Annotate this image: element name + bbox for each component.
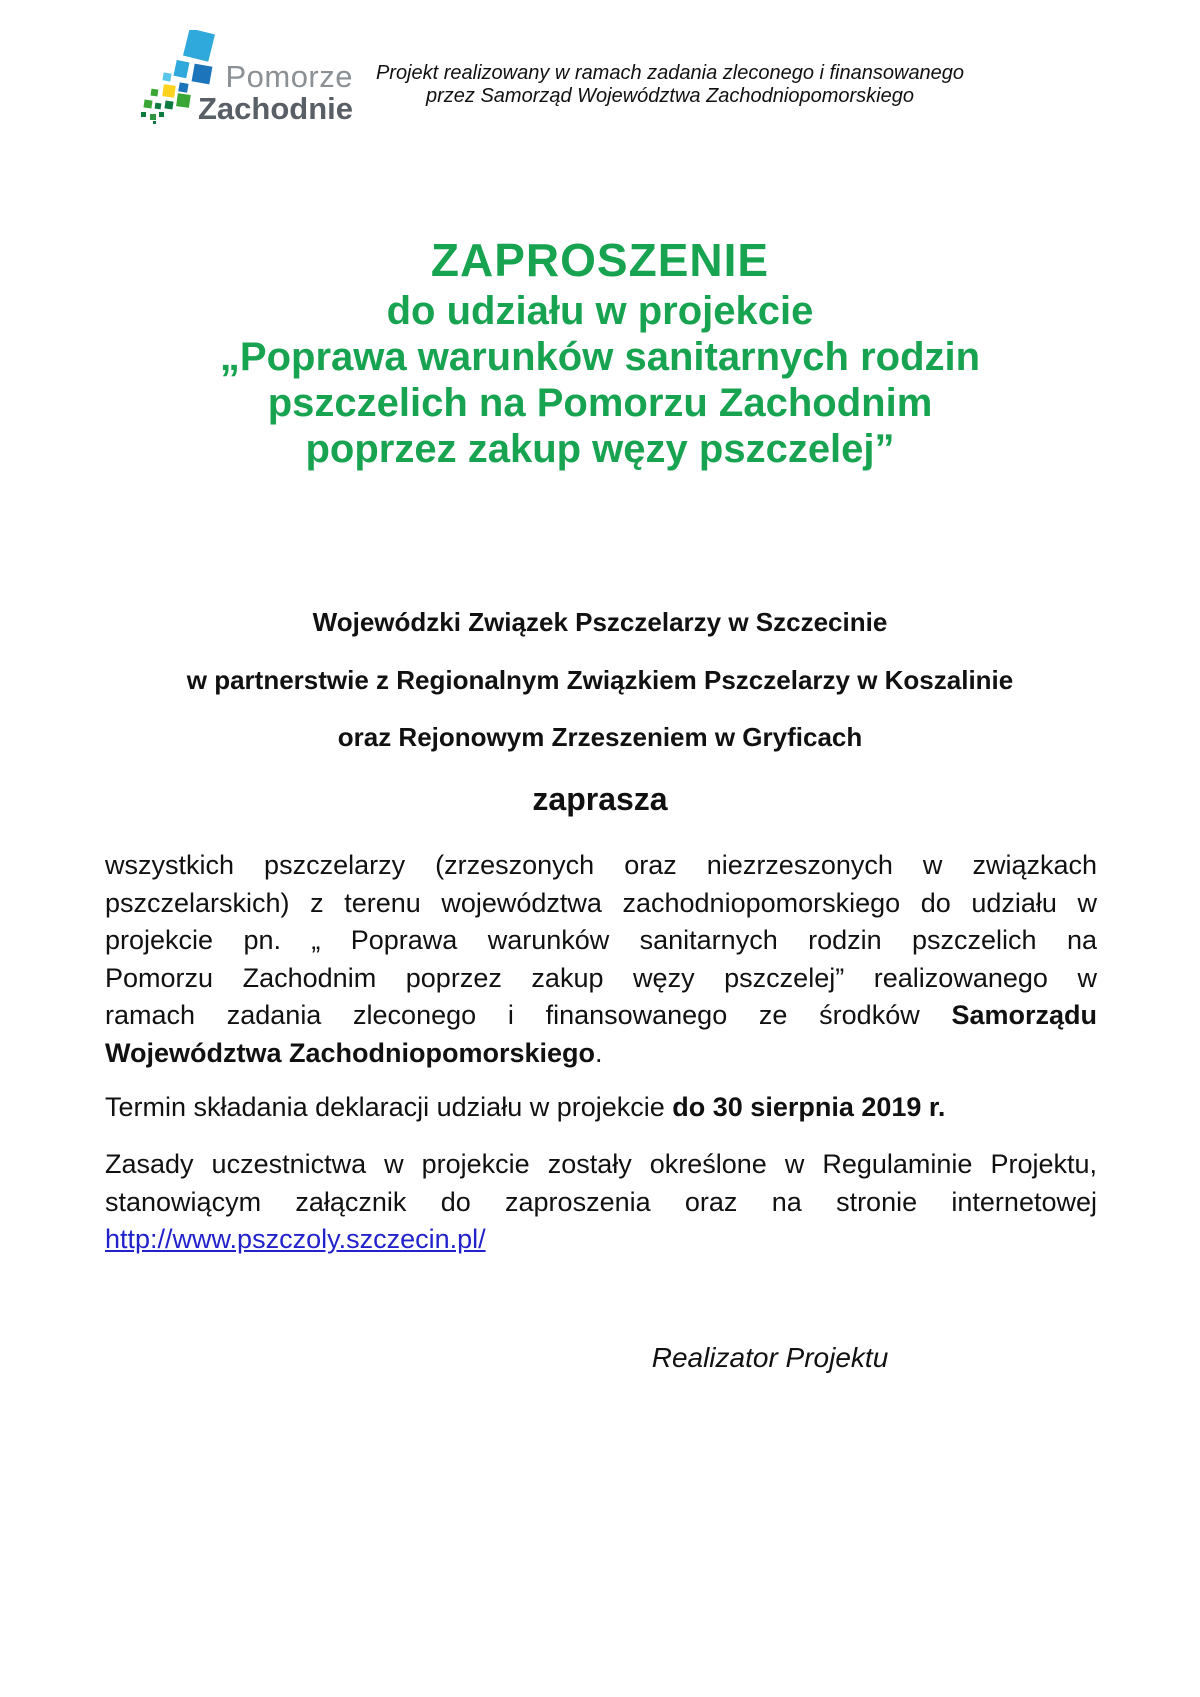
project-name-line2: pszczelich na Pomorzu Zachodnim [267,381,933,425]
project-name-line1: „Poprawa warunków sanitarnych rodzin [219,335,981,379]
paragraph1-line6: Województwa Zachodniopomorskiego. [105,1037,603,1068]
logo [140,28,355,126]
logo-text [198,61,353,124]
rules-line2: stanowiącym załącznik do zaproszenia oraz na stronie internetowej [105,1186,1097,1217]
signature: Realizator Projektu [651,1342,889,1373]
deadline-line: Termin składania deklaracji udziału w projekcie do 30 sierpnia 2019 r. [105,1092,946,1122]
paragraph1-line5: ramach zadania zleconego i finansowanego ze środków Samorządu [105,1000,1097,1030]
title-subheading: do udziału w projekcie [386,289,814,333]
paragraph1-line4: Pomorzu Zachodnim poprzez zakup węzy pszczelej” realizowanego w [105,962,1097,993]
paragraph1-line1: wszystkich pszczelarzy (zrzeszonych oraz niezrzeszonych w związkach [105,850,1097,880]
rules-line1: Zasady uczestnictwa w projekcie zostały określone w Regulaminie Projektu, [105,1149,1097,1179]
website-line [105,1221,1097,1259]
title-block [100,232,1100,472]
logo-text-line2: Zachodnie [198,91,354,126]
funding-note-line1: Projekt realizowany w ramach zadania zleconego i finansowanego [375,62,965,84]
funding-note-line2: przez Samorząd Województwa Zachodniopomorskiego [425,85,914,107]
paragraph1-line3: projekcie pn. „ Poprawa warunków sanitarnych rodzin pszczelich na [105,925,1097,955]
rules-paragraph [105,1146,1097,1259]
organizer-line1: Wojewódzki Związek Pszczelarzy w Szczecinie [312,607,888,637]
funding-note [340,62,1000,108]
page-title: ZAPROSZENIE [430,234,770,286]
project-name-line3: poprzez zakup węzy pszczelej” [305,427,895,471]
organizer-line2: w partnerstwie z Regionalnym Związkiem Pszczelarzy w Koszalinie [186,665,1014,695]
organizer-line3: oraz Rejonowym Zrzeszeniem w Gryficach [337,722,863,752]
body-paragraph-1 [105,847,1097,1072]
website-link[interactable]: http://www.pszczoly.szczecin.pl/ [105,1224,486,1254]
invites-heading: zaprasza [532,781,668,817]
deadline-paragraph [105,1089,1097,1127]
paragraph1-line2: pszczelarskich) z terenu województwa zachodniopomorskiego do udziału w [105,887,1097,918]
deadline-date: do 30 sierpnia 2019 r. [672,1092,946,1122]
logo-text-line1: Pomorze [225,59,353,94]
